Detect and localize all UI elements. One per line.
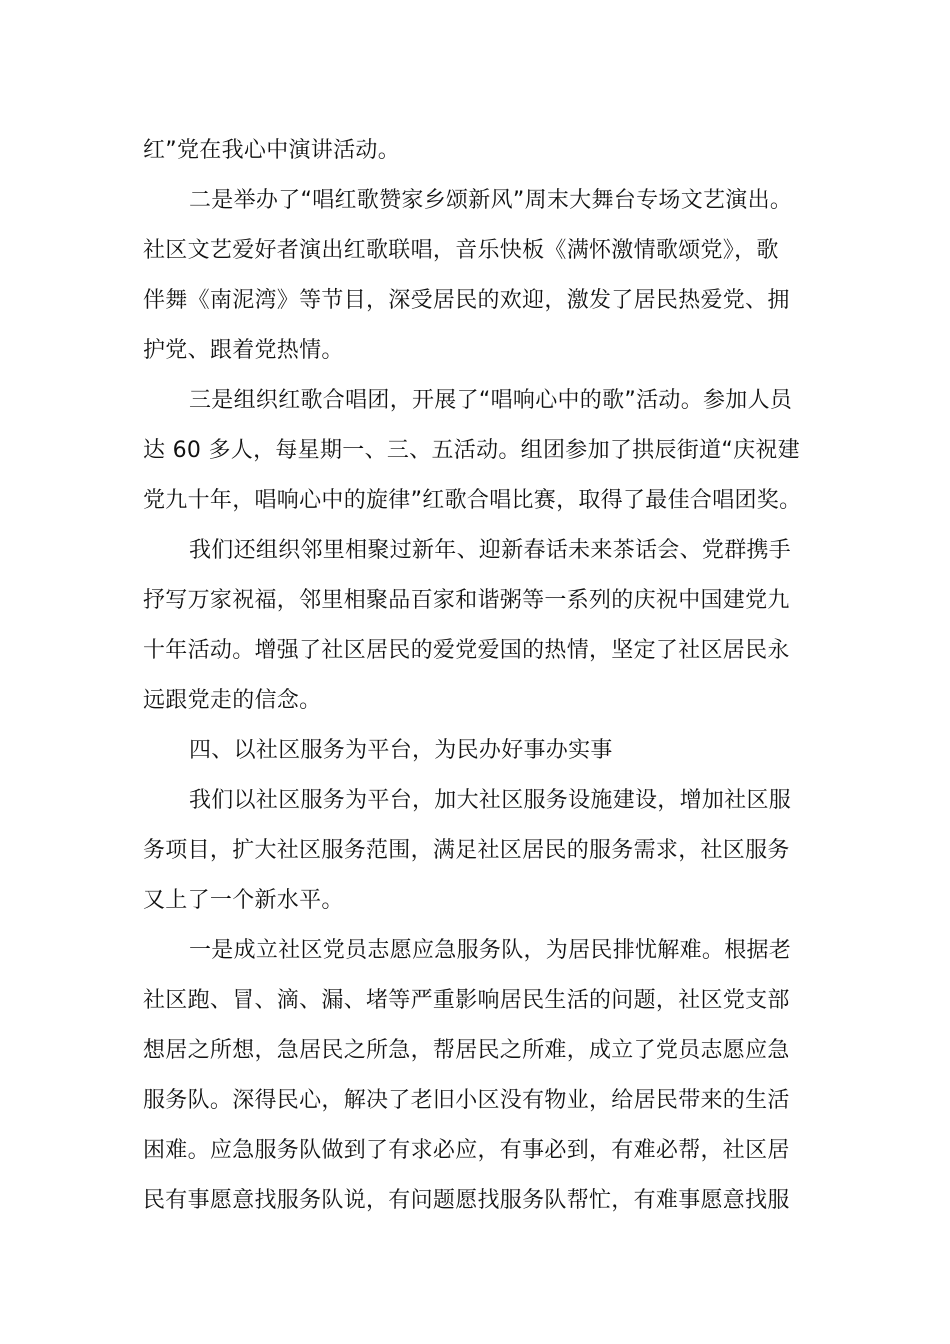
text-line: 服务队。深得民心，解决了老旧小区没有物业，给居民带来的生活 xyxy=(143,1088,790,1113)
paragraph-service-platform xyxy=(143,776,807,926)
text-line: 我们还组织邻里相聚过新年、迎新春话未来茶话会、党群携手 xyxy=(189,538,792,563)
text-line: 十年活动。增强了社区居民的爱党爱国的热情，坚定了社区居民永 xyxy=(143,638,790,663)
paragraph-speech-activity-end xyxy=(143,126,807,176)
text-line: 党九十年，唱响心中的旋律”红歌合唱比赛，取得了最佳合唱团奖。 xyxy=(143,488,802,513)
text-line: 务项目，扩大社区服务范围，满足社区居民的服务需求，社区服务 xyxy=(143,838,790,863)
text-line: 一是成立社区党员志愿应急服务队，为居民排忧解难。根据老 xyxy=(189,938,792,963)
text-line: 护党、跟着党热情。 xyxy=(143,338,344,363)
text-line: 三是组织红歌合唱团，开展了“唱响心中的歌”活动。参加人员 xyxy=(189,388,793,413)
text-line: 困难。应急服务队做到了有求必应，有事必到，有难必帮，社区居 xyxy=(143,1138,790,1163)
text-line: 我们以社区服务为平台，加大社区服务设施建设，增加社区服 xyxy=(189,788,792,813)
paragraph-second-item xyxy=(143,176,807,376)
text-line: 社区跑、冒、滴、漏、堵等严重影响居民生活的问题，社区党支部 xyxy=(143,988,790,1013)
text-line: 二是举办了“唱红歌赞家乡颂新风”周末大舞台专场文艺演出。 xyxy=(189,188,793,213)
text-line: 民有事愿意找服务队说，有问题愿找服务队帮忙，有难事愿意找服 xyxy=(143,1188,790,1213)
text-line: 又上了一个新水平。 xyxy=(143,888,344,913)
paragraph-third-item xyxy=(143,376,807,526)
text-line: 远跟党走的信念。 xyxy=(143,688,322,713)
document-body xyxy=(143,126,807,1226)
text-line: 四、以社区服务为平台，为民办好事办实事 xyxy=(189,738,613,763)
text-line: 想居之所想，急居民之所急，帮居民之所难，成立了党员志愿应急 xyxy=(143,1038,790,1063)
text-line: 红”党在我心中演讲活动。 xyxy=(143,138,400,163)
paragraph-other-activities xyxy=(143,526,807,726)
section-heading-four xyxy=(143,726,807,776)
text-line: 抒写万家祝福，邻里相聚品百家和谐粥等一系列的庆祝中国建党九 xyxy=(143,588,790,613)
text-line: 伴舞《南泥湾》等节目，深受居民的欢迎，激发了居民热爱党、拥 xyxy=(143,288,790,313)
text-line: 社区文艺爱好者演出红歌联唱，音乐快板《满怀激情歌颂党》，歌 xyxy=(143,238,779,263)
paragraph-emergency-team xyxy=(143,926,807,1226)
text-line: 达 60 多人，每星期一、三、五活动。组团参加了拱辰街道“庆祝建 xyxy=(143,438,800,463)
